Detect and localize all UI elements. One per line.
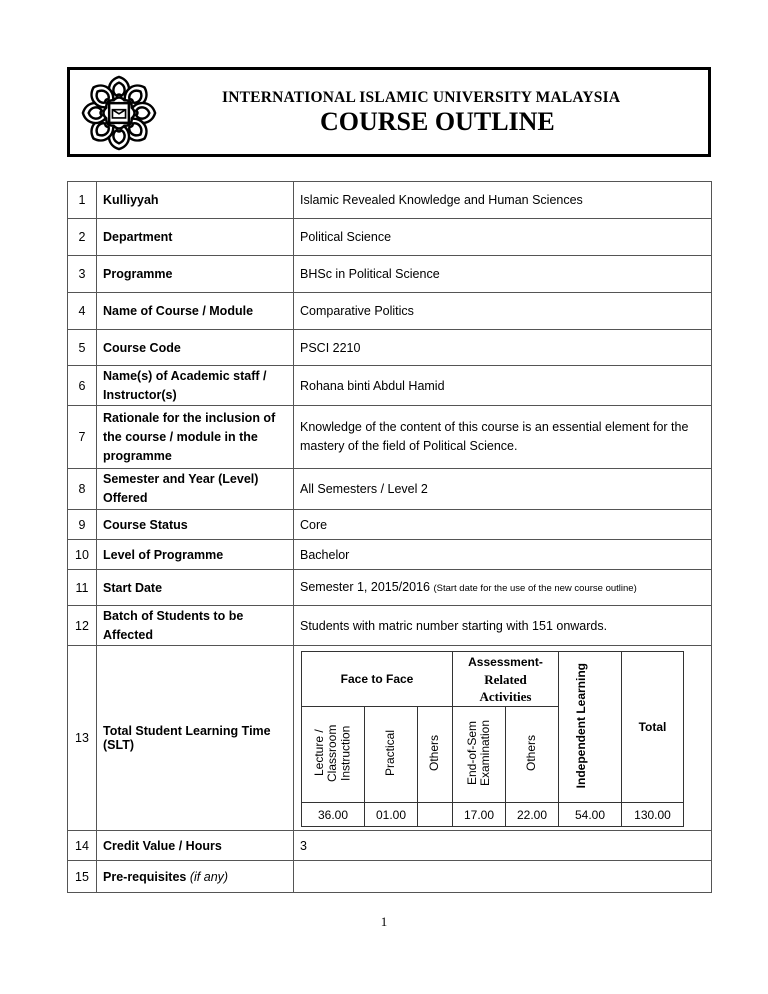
start-date-value: Semester 1, 2015/2016 — [300, 579, 430, 594]
row-label: Total Student Learning Time (SLT) — [97, 646, 294, 831]
row-value: PSCI 2210 — [294, 330, 712, 366]
prerequisites-note: (if any) — [189, 869, 229, 884]
row-label: Course Code — [97, 330, 294, 366]
document-title: COURSE OUTLINE — [320, 107, 555, 136]
row-number: 8 — [68, 469, 97, 510]
row-value: Rohana binti Abdul Hamid — [294, 366, 712, 406]
assessment-line2: Related — [484, 671, 527, 687]
slt-values-row — [302, 803, 684, 827]
table-row — [68, 510, 712, 540]
row-value: Islamic Revealed Knowledge and Human Sciences — [294, 182, 712, 219]
others1-header — [418, 707, 453, 803]
iium-crest-icon — [78, 72, 160, 154]
table-row — [68, 219, 712, 256]
row-value: All Semesters / Level 2 — [294, 469, 712, 510]
table-row — [68, 861, 712, 893]
table-row — [68, 182, 712, 219]
row-number: 15 — [68, 861, 97, 893]
assessment-header — [453, 652, 559, 707]
row-label: Semester and Year (Level) Offered — [97, 469, 294, 510]
row-number: 12 — [68, 606, 97, 646]
page-number: 1 — [380, 914, 388, 929]
row-number: 10 — [68, 540, 97, 570]
assessment-line1: Assessment- — [468, 654, 543, 669]
table-row — [68, 330, 712, 366]
independent-learning-header — [559, 652, 622, 803]
table-row — [68, 831, 712, 861]
row-value — [294, 570, 712, 606]
slt-table — [301, 651, 684, 827]
row-value: BHSc in Political Science — [294, 256, 712, 293]
face-to-face-header: Face to Face — [302, 652, 453, 707]
total-value: 130.00 — [622, 803, 684, 827]
row-number: 9 — [68, 510, 97, 540]
row-value: Political Science — [294, 219, 712, 256]
start-date-note: (Start date for the use of the new course outline) — [433, 582, 637, 594]
university-name: INTERNATIONAL ISLAMIC UNIVERSITY MALAYSIA — [222, 89, 621, 106]
row-label: Department — [97, 219, 294, 256]
row-value: Bachelor — [294, 540, 712, 570]
row-label: Credit Value / Hours — [97, 831, 294, 861]
table-row — [68, 540, 712, 570]
row-number: 13 — [68, 646, 97, 831]
table-row — [68, 256, 712, 293]
row-number: 6 — [68, 366, 97, 406]
table-row — [68, 570, 712, 606]
row-value: Students with matric number starting with 151 onwards. — [294, 606, 712, 646]
row-number: 3 — [68, 256, 97, 293]
others2-label: Others — [524, 734, 539, 771]
row-label: Batch of Students to be Affected — [97, 606, 294, 646]
end-of-sem-label: End-of-Sem Examination — [464, 719, 492, 787]
row-number: 14 — [68, 831, 97, 861]
others1-label: Others — [427, 734, 442, 771]
table-row — [68, 406, 712, 469]
table-row — [68, 606, 712, 646]
row-label: Kulliyyah — [97, 182, 294, 219]
row-number: 2 — [68, 219, 97, 256]
row-value: Comparative Politics — [294, 293, 712, 330]
row-label: Name(s) of Academic staff / Instructor(s) — [97, 366, 294, 406]
table-row — [68, 366, 712, 406]
lecture-header — [302, 707, 365, 803]
slt-header-row — [302, 652, 684, 707]
row-number: 11 — [68, 570, 97, 606]
prerequisites-label: Pre-requisites — [103, 869, 187, 884]
row-number: 5 — [68, 330, 97, 366]
total-header: Total — [622, 652, 684, 803]
practical-value: 01.00 — [365, 803, 418, 827]
independent-value: 54.00 — [559, 803, 622, 827]
end-of-sem-header — [453, 707, 506, 803]
table-row — [68, 469, 712, 510]
others1-value — [418, 803, 453, 827]
independent-learning-label: Independent Learning — [574, 662, 588, 789]
row-number: 7 — [68, 406, 97, 469]
row-label: Programme — [97, 256, 294, 293]
end-of-sem-value: 17.00 — [453, 803, 506, 827]
assessment-line3: Activities — [479, 688, 532, 704]
lecture-value: 36.00 — [302, 803, 365, 827]
row-label: Rationale for the inclusion of the course / module in the programme — [97, 406, 294, 469]
lecture-label: Lecture / Classroom Instruction — [312, 724, 353, 782]
row-value: Core — [294, 510, 712, 540]
others2-header — [506, 707, 559, 803]
row-label: Start Date — [97, 570, 294, 606]
slt-wrapper — [294, 648, 711, 828]
slt-cell — [294, 646, 712, 831]
row-number: 4 — [68, 293, 97, 330]
row-label — [97, 861, 294, 893]
others2-value: 22.00 — [506, 803, 559, 827]
row-value — [294, 861, 712, 893]
practical-header — [365, 707, 418, 803]
practical-label: Practical — [383, 729, 398, 776]
course-outline-table — [67, 181, 712, 893]
row-label: Name of Course / Module — [97, 293, 294, 330]
row-value: 3 — [294, 831, 712, 861]
row-value: Knowledge of the content of this course is an essential element for the mastery of the field of Political Science. — [294, 406, 712, 469]
row-label: Level of Programme — [97, 540, 294, 570]
row-label: Course Status — [97, 510, 294, 540]
row-number: 1 — [68, 182, 97, 219]
table-row — [68, 646, 712, 831]
table-row — [68, 293, 712, 330]
